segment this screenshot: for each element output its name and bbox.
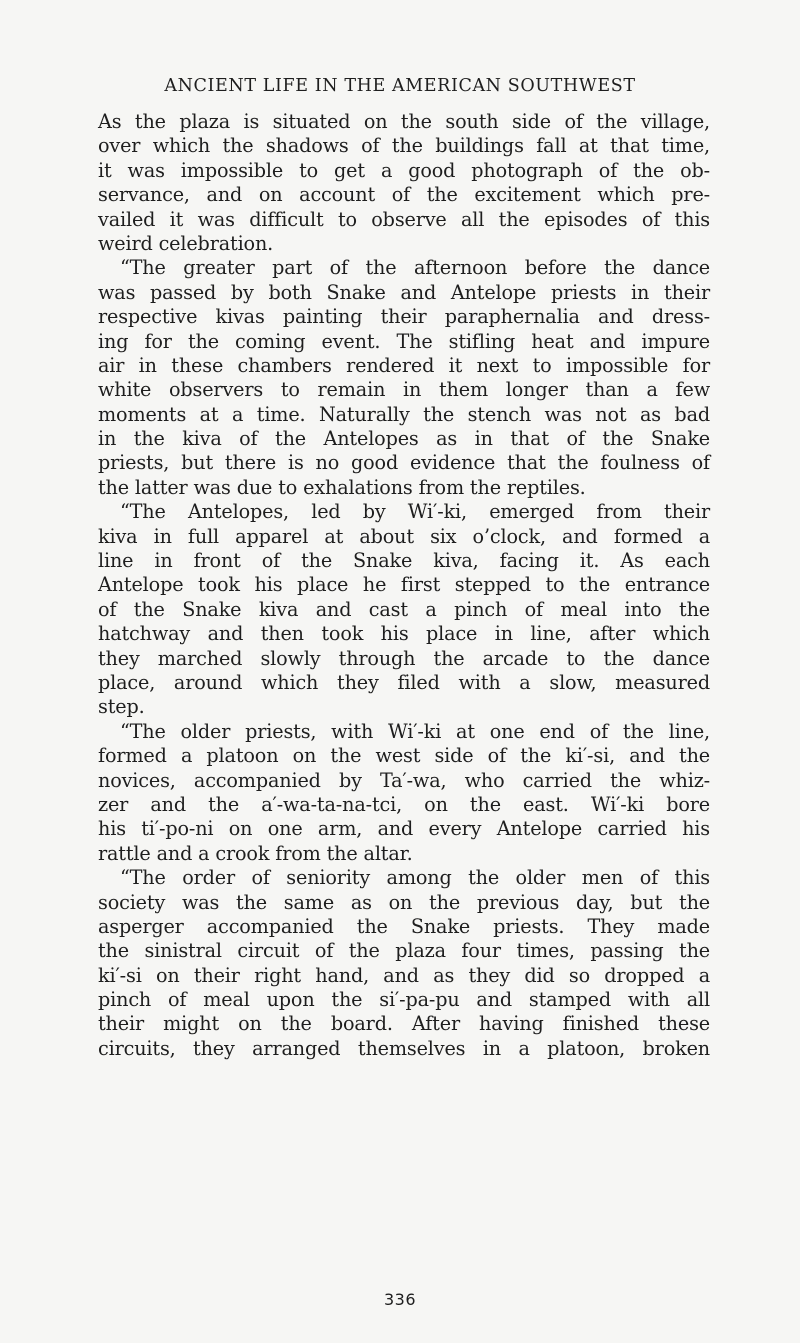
text-line: formed a platoon on the west side of the ki′-si, and the	[98, 744, 710, 768]
text-line: weird celebration.	[98, 231, 274, 255]
text-line: their might on the board. After having finished these	[98, 1012, 710, 1036]
text-line: vailed it was difficult to observe all the episodes of this	[98, 207, 710, 231]
text-line: circuits, they arranged themselves in a platoon, broken	[98, 1036, 710, 1060]
text-line: “The older priests, with Wi′-ki at one end of the line,	[120, 719, 710, 743]
text-line: his ti′-po-ni on one arm, and every Antelope carried his	[98, 817, 710, 841]
text-line: “The order of seniority among the older men of this	[120, 866, 710, 890]
text-line: zer and the a′-wa-ta-na-tci, on the east. Wi′-ki bore	[98, 792, 710, 816]
text-line: ing for the coming event. The stifling heat and impure	[98, 329, 710, 353]
text-line: priests, but there is no good evidence that the foulness of	[98, 451, 710, 475]
running-head: ANCIENT LIFE IN THE AMERICAN SOUTHWEST	[164, 76, 636, 96]
text-line: white observers to remain in them longer than a few	[98, 378, 710, 402]
text-line: As the plaza is situated on the south side of the village,	[98, 110, 710, 133]
text-line: servance, and on account of the excitement which pre-	[98, 183, 710, 207]
text-line: asperger accompanied the Snake priests. They made	[98, 914, 710, 938]
text-line: rattle and a crook from the altar.	[98, 841, 413, 865]
text-line: the latter was due to exhalations from the reptiles.	[98, 475, 586, 499]
text-line: line in front of the Snake kiva, facing it. As each	[98, 549, 710, 573]
text-line: place, around which they filed with a slow, measured	[98, 670, 710, 694]
text-line: step.	[98, 695, 145, 719]
text-line: air in these chambers rendered it next to impossible for	[98, 353, 710, 377]
text-line: they marched slowly through the arcade to the dance	[98, 646, 710, 670]
page-number: 336	[383, 1290, 417, 1309]
text-line: “The greater part of the afternoon before the dance	[120, 256, 710, 280]
text-line: was passed by both Snake and Antelope priests in their	[98, 280, 710, 304]
text-line: novices, accompanied by Ta′-wa, who carried the whiz-	[98, 768, 710, 792]
text-line: moments at a time. Naturally the stench was not as bad	[98, 402, 710, 426]
text-line: hatchway and then took his place in line, after which	[98, 622, 710, 646]
text-line: respective kivas painting their paraphernalia and dress-	[98, 305, 710, 329]
text-line: Antelope took his place he first stepped to the entrance	[98, 573, 710, 597]
text-line: pinch of meal upon the si′-pa-pu and stamped with all	[98, 988, 710, 1012]
text-line: the sinistral circuit of the plaza four times, passing the	[98, 939, 710, 963]
text-line: in the kiva of the Antelopes as in that of the Snake	[98, 427, 710, 451]
text-line: “The Antelopes, led by Wi′-ki, emerged from their	[120, 500, 710, 524]
text-line: society was the same as on the previous day, but the	[98, 890, 710, 914]
text-line: kiva in full apparel at about six o’clock, and formed a	[98, 524, 710, 548]
text-line: ki′-si on their right hand, and as they did so dropped a	[98, 963, 710, 987]
body-text	[98, 110, 710, 1061]
text-line: it was impossible to get a good photograph of the ob-	[98, 158, 710, 182]
text-line: over which the shadows of the buildings fall at that time,	[98, 134, 710, 158]
text-line: of the Snake kiva and cast a pinch of meal into the	[98, 597, 710, 621]
